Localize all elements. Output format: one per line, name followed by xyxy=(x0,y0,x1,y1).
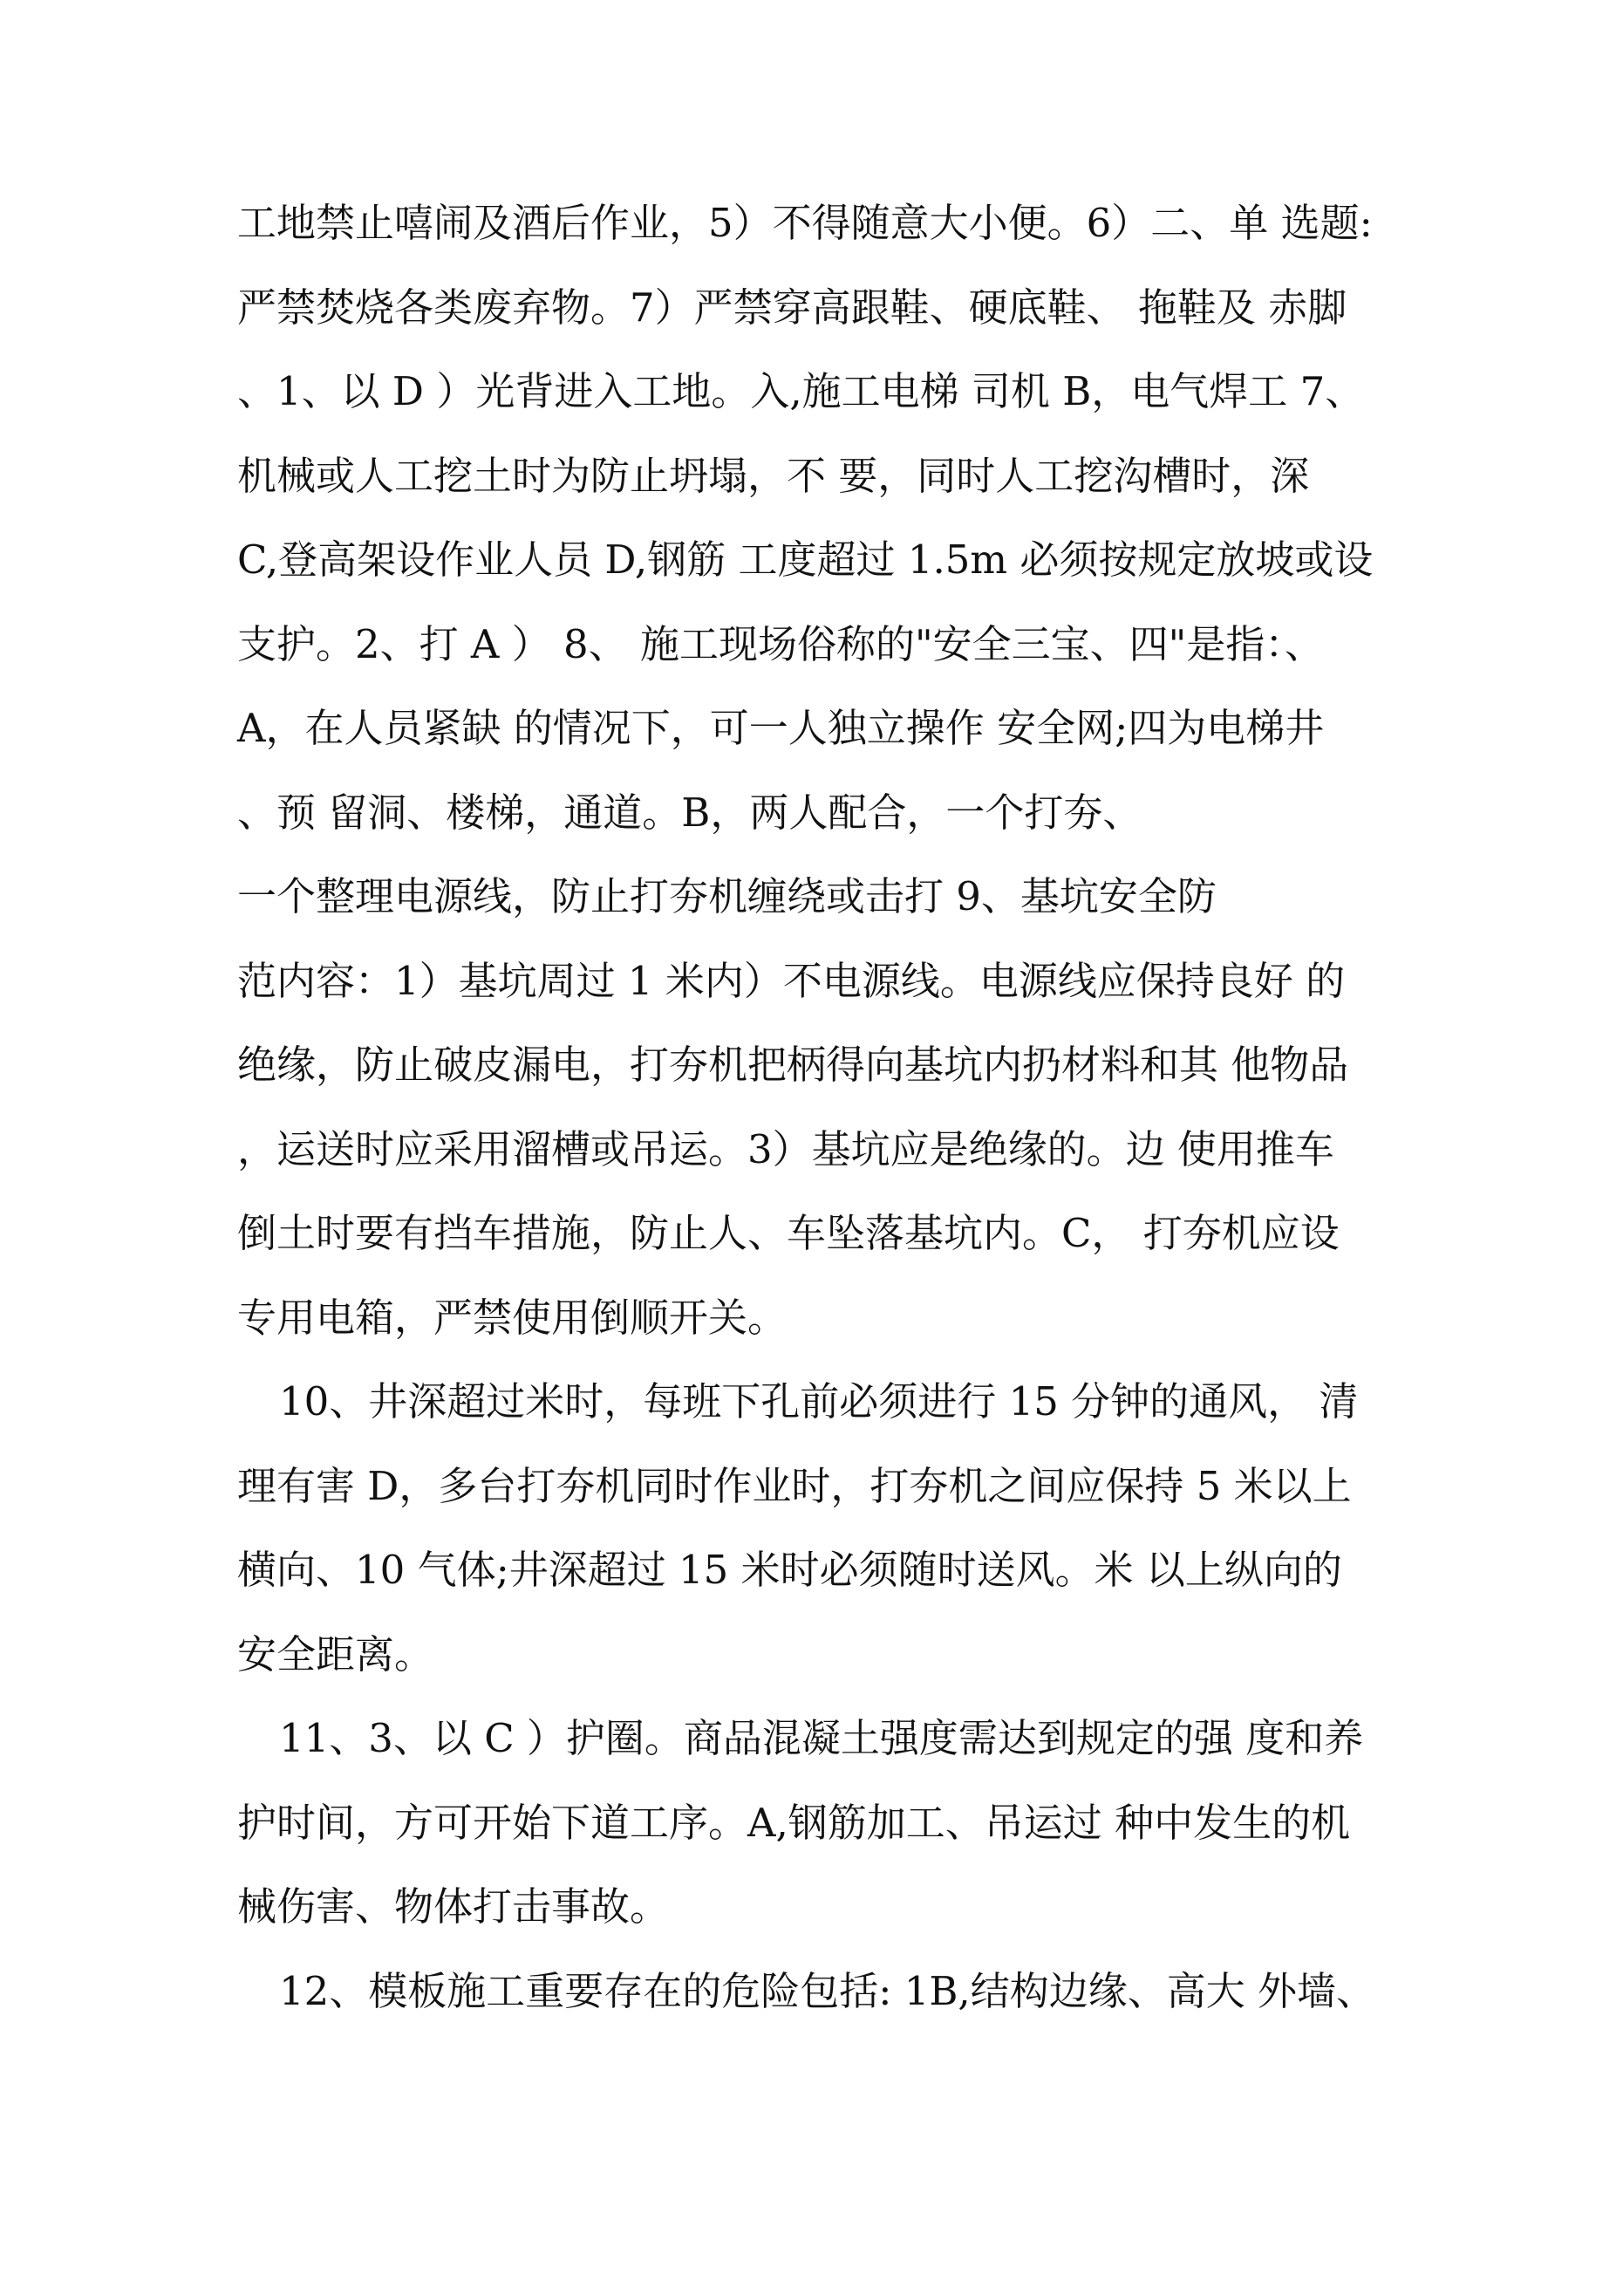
text-line: 11、3、以 C ）护圈。商品混凝土强度需达到规定的强 度和养 xyxy=(279,1715,1364,1761)
text-line: 10、井深超过米时，每班下孔前必须进行 15 分钟的通风， 清 xyxy=(279,1378,1359,1425)
text-line: 工地禁止嘻闹及酒后作业，5）不得随意大小便。6）二、单 选题: xyxy=(237,200,1373,246)
text-line: 理有害 D，多台打夯机同时作业时，打夯机之间应保持 5 米以上 xyxy=(237,1463,1352,1509)
text-line: 械伤害、物体打击事故。 xyxy=(237,1883,670,1930)
text-line: 绝缘，防止破皮漏电，打夯机把柄得向基坑内扔材料和其 他物品 xyxy=(237,1042,1349,1088)
text-line: A，在人员紧缺 的情况下，可一人独立操作 安全网;四为电梯井 xyxy=(237,705,1325,751)
text-line: 、1、以 D ）光背进入工地。入,施工电梯 司机 B，电气焊工 7、 xyxy=(237,368,1365,414)
text-line: 支护。2、打 A ） 8、 施工现场俗称的"安全三宝、四"是指：、 xyxy=(237,621,1324,667)
text-line: 倒土时要有挡车措施，防止人、车坠落基坑内。C， 打夯机应设 xyxy=(237,1210,1340,1256)
text-line: 横向、10 气体;井深超过 15 米时必须随时送风。米 以上纵向的 xyxy=(237,1547,1342,1593)
text-line: ，运送时应采用溜槽或吊运。3）基坑应是绝缘的。边 使用推车 xyxy=(237,1126,1334,1172)
text-line: 护时间，方可开始下道工序。A,钢筋加工、吊运过 种中发生的机 xyxy=(237,1800,1351,1846)
text-line: 12、模板施工重要存在的危险包括: 1B,结构边缘、高大 外墙、 xyxy=(279,1968,1376,2014)
text-line: 严禁焚烧各类废弃物。7）严禁穿高跟鞋、硬底鞋、 拖鞋及 赤脚 xyxy=(237,284,1347,331)
text-line: 专用电箱，严禁使用倒顺开关。 xyxy=(237,1295,788,1341)
text-line: 、预 留洞、楼梯，通道。B，两人配合，一个打夯、 xyxy=(237,789,1142,836)
text-line: 范内容：1）基坑周过 1 米内）不电源线。电源线应保持良好 的 xyxy=(237,958,1346,1004)
text-line: C,登高架设作业人员 D,钢筋 工度超过 1.5m 必须按规定放坡或设 xyxy=(237,536,1374,583)
text-line: 机械或人工挖土时为防止坍塌，不 要，同时人工挖沟槽时，深 xyxy=(237,453,1310,499)
text-line: 安全距离。 xyxy=(237,1631,434,1678)
text-line: 一个整理电源线，防止打夯机缠绕或击打 9、基坑安全防 xyxy=(237,873,1217,919)
